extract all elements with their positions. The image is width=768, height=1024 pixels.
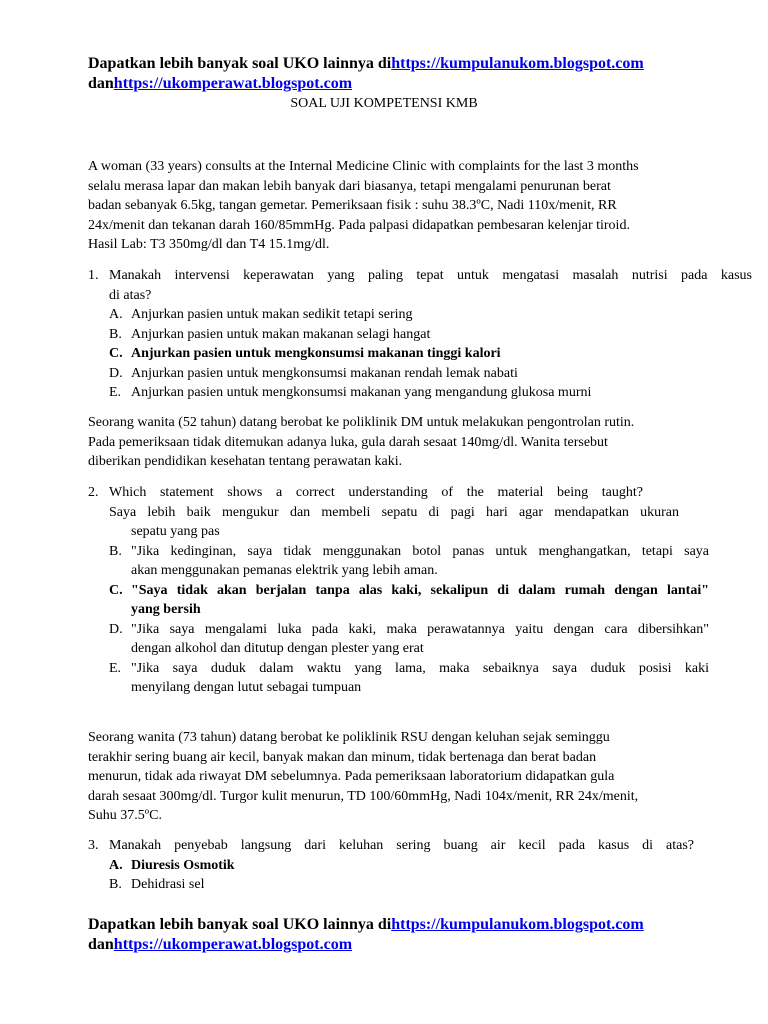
case-1-text bbox=[88, 157, 678, 255]
question-text: Manakah penyebab langsung dari keluhan sering buang air kecil pada kasus di atas? bbox=[109, 838, 694, 853]
promo-footer bbox=[88, 915, 758, 955]
case-line: selalu merasa lapar dan makan lebih banyak dari biasanya, tetapi mengalami penurunan berat bbox=[88, 178, 611, 194]
case-line: Suhu 37.5ºC. bbox=[88, 808, 162, 823]
promo-dan: dan bbox=[88, 75, 114, 92]
question-number: 1. bbox=[88, 268, 99, 283]
case-line: badan sebanyak 6.5kg, tangan gemetar. Pemeriksaan fisik : suhu 38.3ºC, Nadi 110x/menit, RR bbox=[88, 198, 617, 213]
case-line: A woman (33 years) consults at the Internal Medicine Clinic with complaints for the last 3 months bbox=[88, 159, 639, 174]
case-line: terakhir sering buang air kecil, banyak makan dan minum, tidak bertenaga dan berat badan bbox=[88, 749, 597, 765]
option-e[interactable]: E. "Jika saya duduk dalam waktu yang lama, maka sebaiknya saya duduk posisi kaki menyilang dengan lutut sebagai tumpuan bbox=[109, 660, 709, 695]
option-a[interactable]: A. Anjurkan pasien untuk makan sedikit tetapi sering bbox=[109, 307, 413, 322]
question-number: 2. bbox=[88, 485, 99, 500]
option-d[interactable]: D. "Jika saya mengalami luka pada kaki, maka perawatannya yaitu dengan cara dibersihkan" dengan alkohol dan ditutup dengan plester yang erat bbox=[109, 621, 709, 656]
case-line: darah sesaat 300mg/dl. Turgor kulit menurun, TD 100/60mmHg, Nadi 104x/menit, RR 24x/menit, bbox=[88, 788, 639, 804]
page-title: SOAL UJI KOMPETENSI KMB bbox=[290, 96, 478, 111]
promo-dan: dan bbox=[88, 936, 114, 953]
option-c-answer[interactable]: C. "Saya tidak akan berjalan tanpa alas kaki, sekalipun di dalam rumah dengan lantai" yang bersih bbox=[109, 582, 709, 617]
kumpulanukom-link[interactable]: https://kumpulanukom.blogspot.com bbox=[391, 916, 644, 933]
case-line: Pada pemeriksaan tidak ditemukan adanya luka, gula darah sesaat 140mg/dl. Wanita tersebut bbox=[88, 434, 608, 450]
case-line: Seorang wanita (52 tahun) datang berobat ke poliklinik DM untuk melakukan pengontrolan rutin. bbox=[88, 415, 635, 430]
case-line: 24x/menit dan tekanan darah 160/85mmHg. Pada palpasi didapatkan pembesaran kelenjar tiroid. bbox=[88, 217, 630, 233]
question-number: 3. bbox=[88, 838, 99, 853]
promo-header bbox=[88, 54, 758, 94]
ukomperawat-link[interactable]: https://ukomperawat.blogspot.com bbox=[113, 75, 353, 92]
option-b[interactable]: B. Anjurkan pasien untuk makan makanan selagi hangat bbox=[109, 326, 431, 342]
case-line: Seorang wanita (73 tahun) datang berobat ke poliklinik RSU dengan keluhan sejak seminggu bbox=[88, 730, 610, 745]
case-2-text bbox=[88, 413, 678, 472]
case-line: menurun, tidak ada riwayat DM sebelumnya. Pada pemeriksaan laboratorium didapatkan gula bbox=[88, 769, 615, 784]
question-text-cont: di atas? bbox=[109, 287, 152, 303]
question-2 bbox=[88, 483, 728, 698]
option-b[interactable]: B. Dehidrasi sel bbox=[109, 877, 205, 892]
ukomperawat-link[interactable]: https://ukomperawat.blogspot.com bbox=[113, 936, 353, 953]
kumpulanukom-link[interactable]: https://kumpulanukom.blogspot.com bbox=[391, 55, 644, 72]
promo-prefix: Dapatkan lebih banyak soal UKO lainnya di bbox=[88, 55, 392, 72]
case-3-text bbox=[88, 728, 678, 826]
option-d[interactable]: D. Anjurkan pasien untuk mengkonsumsi makanan rendah lemak nabati bbox=[109, 365, 518, 381]
option-a[interactable]: Saya lebih baik mengukur dan membeli sepatu di pagi hari agar mendapatkan ukuran sepatu yang pas bbox=[109, 504, 679, 539]
question-1 bbox=[88, 266, 752, 403]
case-line: Hasil Lab: T3 350mg/dl dan T4 15.1mg/dl. bbox=[88, 237, 330, 252]
question-3 bbox=[88, 836, 694, 895]
option-e[interactable]: E. Anjurkan pasien untuk mengkonsumsi makanan yang mengandung glukosa murni bbox=[109, 385, 592, 400]
promo-prefix: Dapatkan lebih banyak soal UKO lainnya di bbox=[88, 916, 392, 933]
option-a-answer[interactable]: A. Diuresis Osmotik bbox=[109, 857, 235, 873]
option-b[interactable]: B. "Jika kedinginan, saya tidak menggunakan botol panas untuk menghangatkan, tetapi saya akan menggunakan pemanas elektrik yang lebih aman. bbox=[109, 543, 709, 578]
question-text: Which statement shows a correct understanding of the material being taught? bbox=[109, 485, 643, 500]
question-text: Manakah intervensi keperawatan yang paling tepat untuk mengatasi masalah nutrisi pada kasus bbox=[109, 268, 752, 283]
case-line: diberikan pendidikan kesehatan tentang perawatan kaki. bbox=[88, 454, 403, 469]
option-c-answer[interactable]: C. Anjurkan pasien untuk mengkonsumsi makanan tinggi kalori bbox=[109, 346, 501, 361]
